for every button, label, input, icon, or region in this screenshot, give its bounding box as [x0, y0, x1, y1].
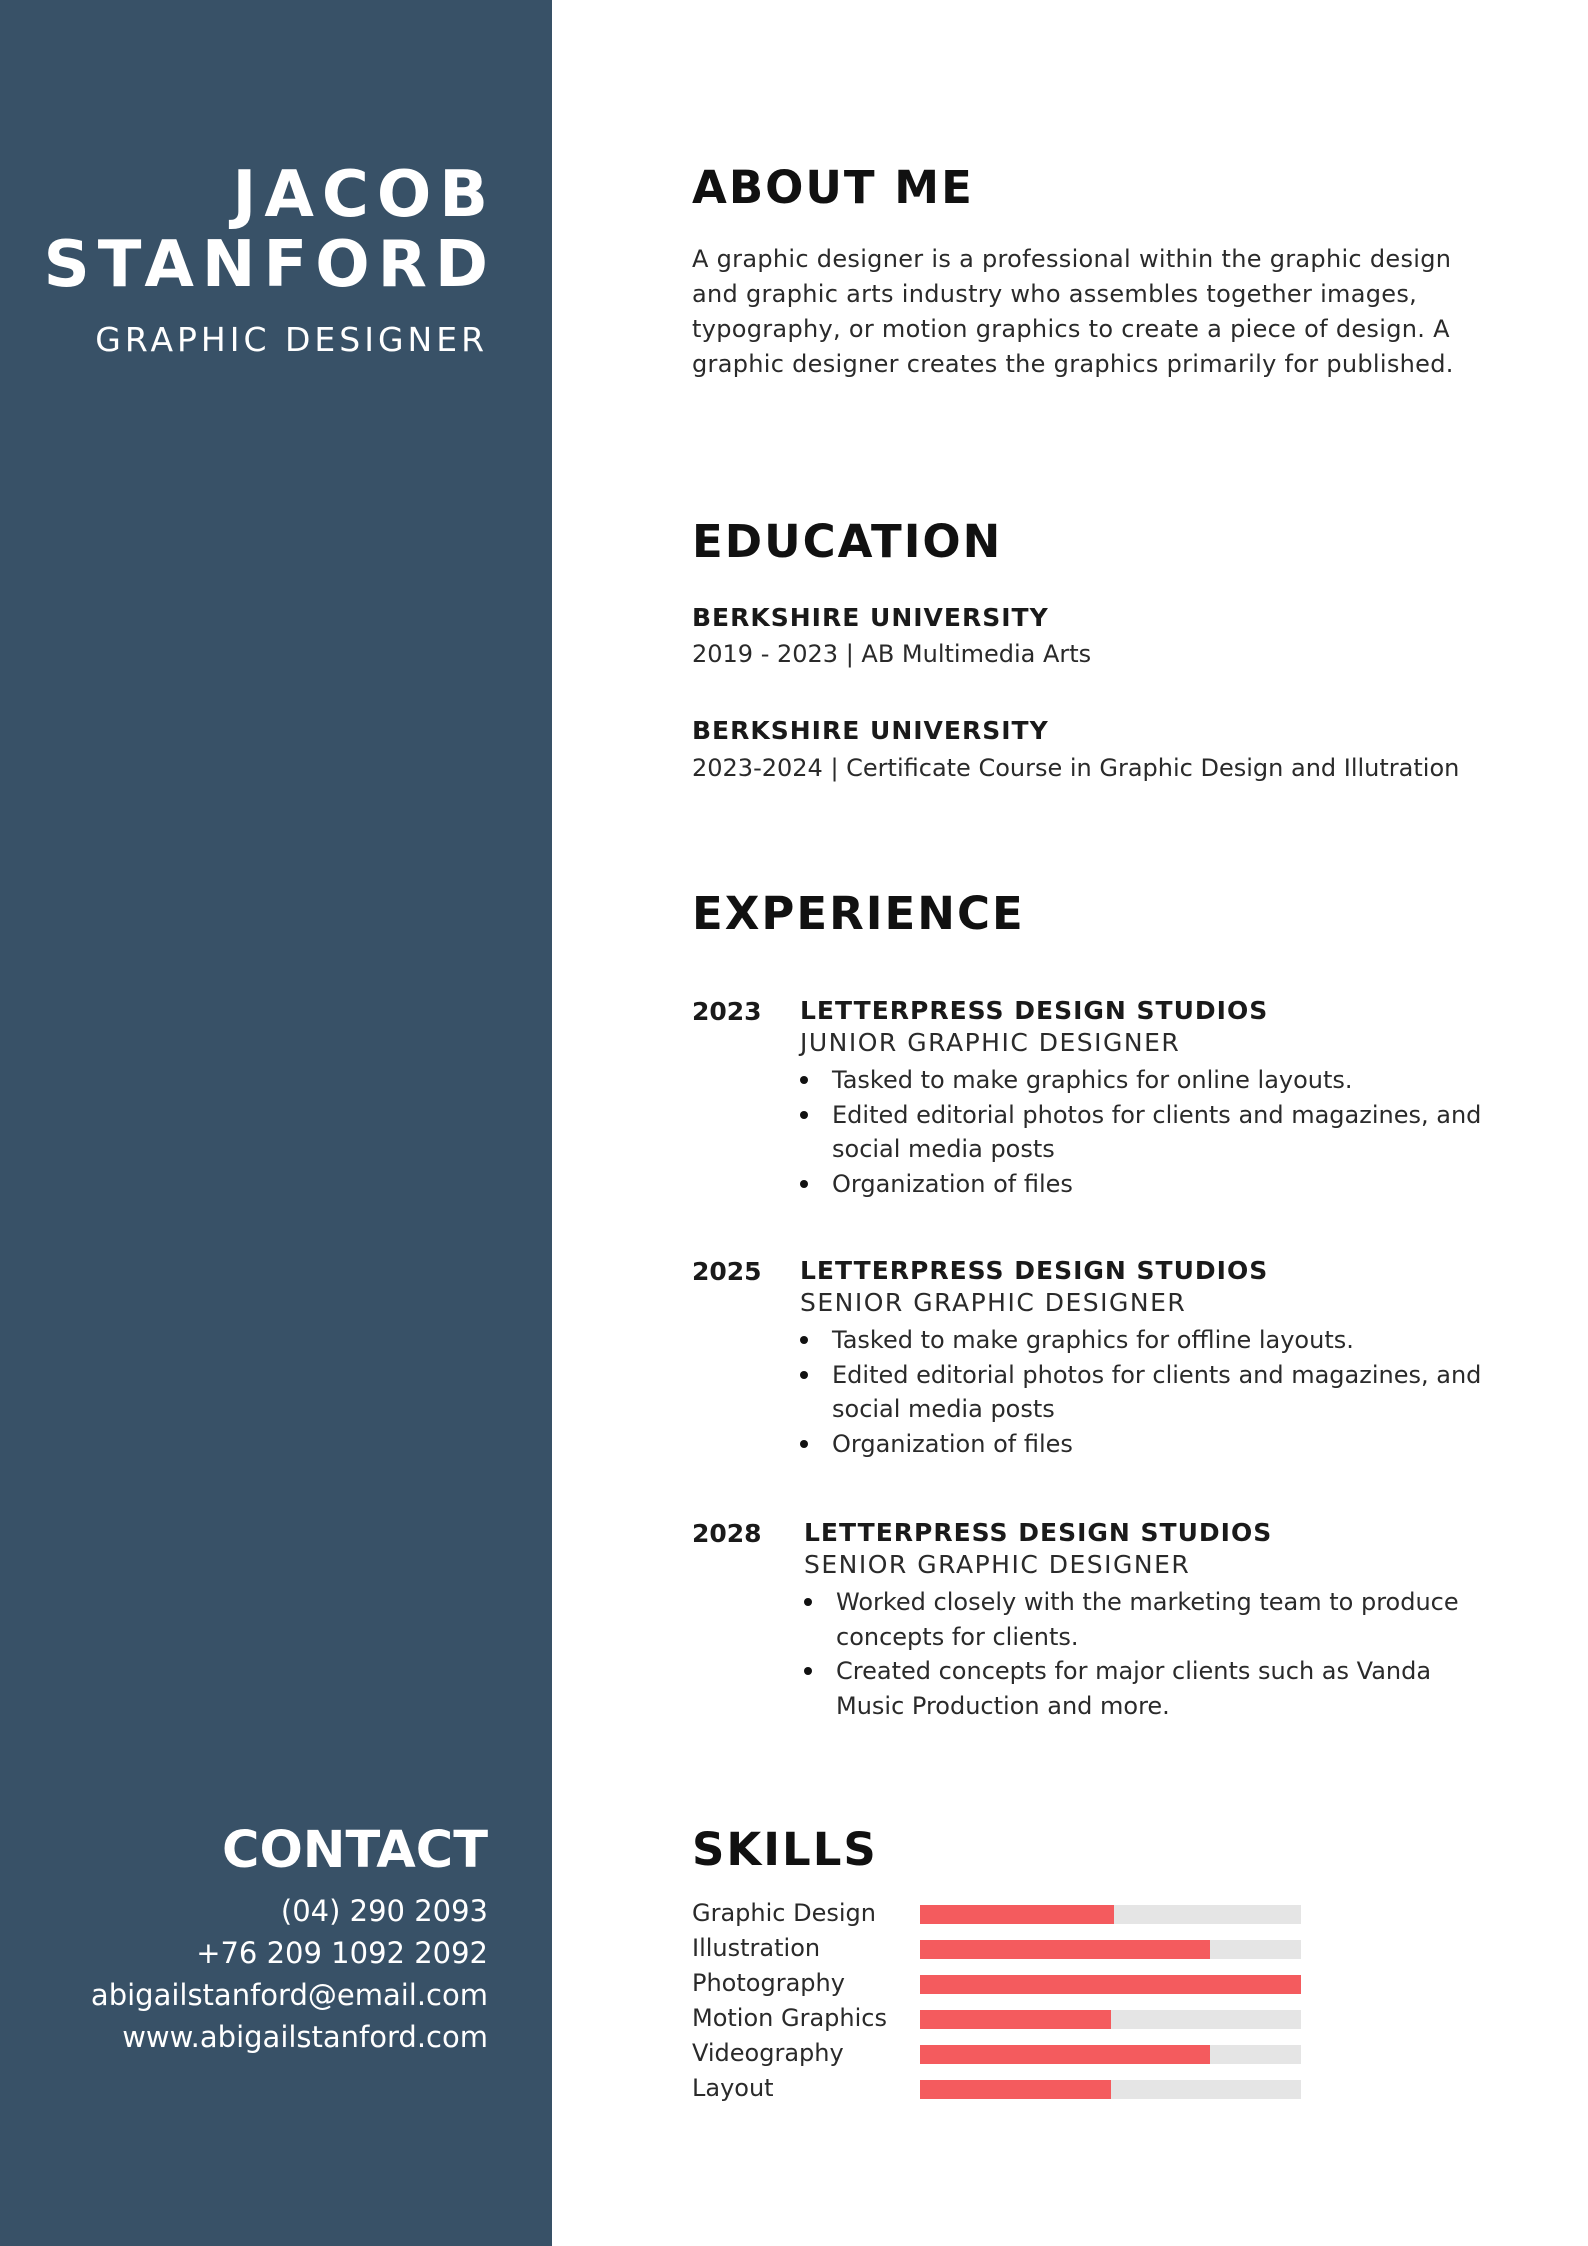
skill-row [692, 2001, 1512, 2036]
contact-phone-1: (04) 290 2093 [280, 1894, 488, 1928]
about-heading: ABOUT ME [692, 161, 974, 214]
experience-body [804, 1517, 1504, 1723]
contact-website[interactable]: www.abigailstanford.com [122, 2020, 488, 2054]
education-school: BERKSHIRE UNIVERSITY [692, 716, 1049, 745]
experience-company: LETTERPRESS DESIGN STUDIOS [800, 1256, 1269, 1285]
skill-row [692, 1931, 1512, 1966]
skill-name: Motion Graphics [692, 2004, 887, 2032]
about-text: A graphic designer is a professional within the graphic design and graphic arts industry who assembles together images, typography, or motion graphics to create a piece of design. A graphic designer creates the graphics primarily for published. [692, 245, 1454, 378]
skill-name: Videography [692, 2039, 844, 2067]
skill-row [692, 2036, 1512, 2071]
list-item: Edited editorial photos for clients and magazines, and social media posts [832, 1098, 1500, 1167]
experience-bullets [804, 1585, 1504, 1723]
skill-bar-track [920, 1940, 1301, 1959]
skill-bar-track [920, 1975, 1301, 1994]
contact-email[interactable]: abigailstanford@email.com [90, 1978, 488, 2012]
experience-position: SENIOR GRAPHIC DESIGNER [800, 1288, 1187, 1317]
contact-phone-2: +76 209 1092 2092 [196, 1936, 488, 1970]
first-name: JACOB [232, 158, 496, 232]
experience-year: 2023 [692, 997, 762, 1026]
experience-heading: EXPERIENCE [692, 887, 1025, 940]
skill-bar-track [920, 1905, 1301, 1924]
skill-bar-fill [920, 1905, 1114, 1924]
full-name [43, 158, 496, 302]
list-item: Organization of files [832, 1167, 1500, 1202]
list-item: Tasked to make graphics for online layouts. [832, 1063, 1500, 1098]
last-name: STANFORD [43, 228, 496, 302]
skill-name: Photography [692, 1969, 845, 1997]
skill-row [692, 1896, 1512, 1931]
list-item: Worked closely with the marketing team to produce concepts for clients. [836, 1585, 1504, 1654]
experience-position: JUNIOR GRAPHIC DESIGNER [800, 1028, 1181, 1057]
skill-row [692, 1966, 1512, 2001]
skill-row [692, 2071, 1512, 2106]
list-item: Organization of files [832, 1427, 1500, 1462]
experience-body [800, 1255, 1500, 1461]
experience-company: LETTERPRESS DESIGN STUDIOS [800, 996, 1269, 1025]
skill-bar-fill [920, 1940, 1210, 1959]
list-item: Edited editorial photos for clients and magazines, and social media posts [832, 1358, 1500, 1427]
education-detail: 2019 - 2023 | AB Multimedia Arts [692, 640, 1092, 668]
skill-name: Layout [692, 2074, 774, 2102]
education-heading: EDUCATION [692, 515, 1003, 568]
skill-bar-track [920, 2045, 1301, 2064]
experience-company: LETTERPRESS DESIGN STUDIOS [804, 1518, 1273, 1547]
skills-heading: SKILLS [692, 1823, 878, 1876]
experience-position: SENIOR GRAPHIC DESIGNER [804, 1550, 1191, 1579]
contact-heading: CONTACT [222, 1821, 488, 1880]
experience-bullets [800, 1323, 1500, 1461]
skill-name: Illustration [692, 1934, 821, 1962]
skill-bar-fill [920, 2045, 1210, 2064]
skill-bar-fill [920, 1975, 1301, 1994]
skill-name: Graphic Design [692, 1899, 876, 1927]
experience-year: 2028 [692, 1519, 762, 1548]
sidebar [0, 0, 552, 2246]
education-school: BERKSHIRE UNIVERSITY [692, 603, 1049, 632]
list-item: Created concepts for major clients such as Vanda Music Production and more. [836, 1654, 1504, 1723]
skill-bar-track [920, 2010, 1301, 2029]
contact-list [91, 1890, 488, 2058]
experience-year: 2025 [692, 1257, 762, 1286]
skill-bar-fill [920, 2010, 1111, 2029]
skill-bar-track [920, 2080, 1301, 2099]
experience-body [800, 995, 1500, 1201]
experience-bullets [800, 1063, 1500, 1201]
skills-list [692, 1896, 1512, 2106]
education-detail: 2023-2024 | Certificate Course in Graphic Design and Illutration [692, 754, 1460, 782]
job-title: GRAPHIC DESIGNER [95, 320, 488, 359]
list-item: Tasked to make graphics for offline layouts. [832, 1323, 1500, 1358]
skill-bar-fill [920, 2080, 1111, 2099]
